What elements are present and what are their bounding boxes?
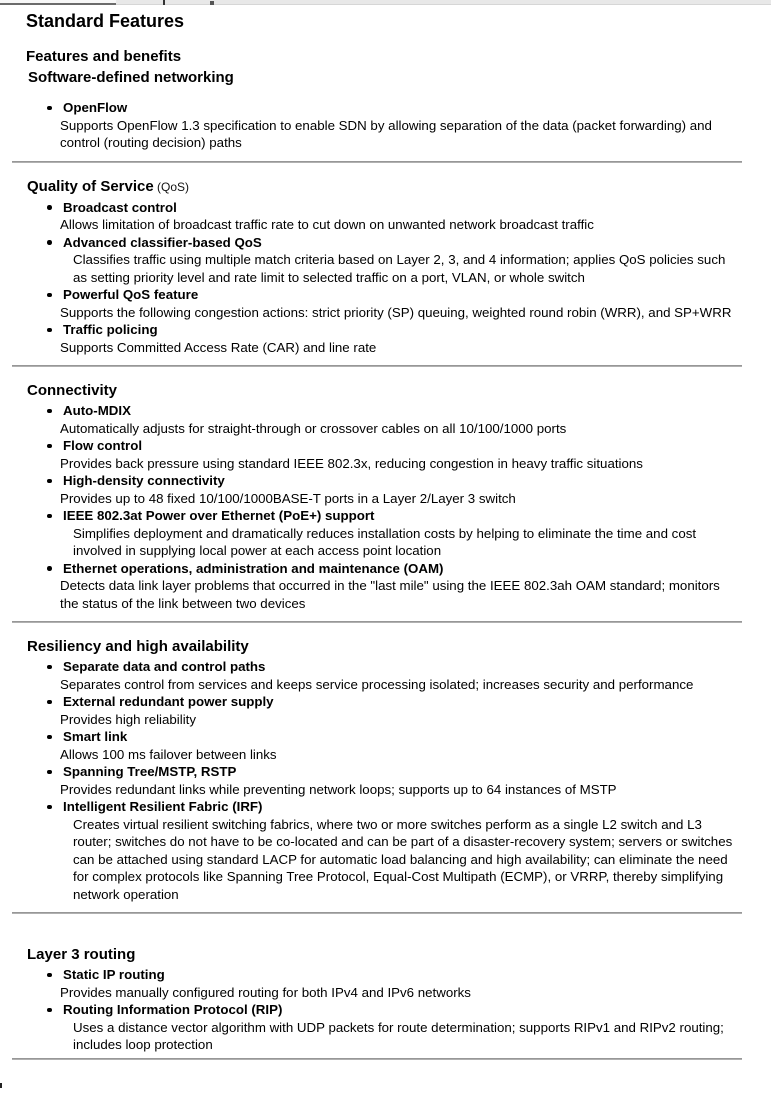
feature-title: Auto-MDIX [63,403,131,418]
feature-list [0,966,771,1054]
section-heading-text: Layer 3 routing [27,946,136,963]
section-heading-suffix: (QoS) [153,179,190,194]
feature-item [0,728,771,763]
section-divider [12,621,742,623]
feature-item [0,199,771,234]
feature-list [0,199,771,357]
feature-item [0,321,771,356]
feature-title: Static IP routing [63,967,165,982]
feature-description: Provides high reliability [60,711,196,727]
feature-description: Provides redundant links while preventing network loops; supports up to 64 instances of MSTP [60,781,617,797]
feature-title: OpenFlow [63,100,128,115]
feature-sections-container [0,68,771,1060]
feature-description: Uses a distance vector algorithm with UDP packets for route determination; supports RIPv1 and RIPv2 routing; includes loop protection [73,1019,724,1052]
feature-title: Spanning Tree/MSTP, RSTP [63,764,237,779]
feature-list [0,658,771,903]
feature-description: Automatically adjusts for straight-through or crossover cables on all 10/100/1000 ports [60,420,567,436]
cropped-text-remnant [163,0,165,5]
section-heading-text: Resiliency and high availability [27,638,249,655]
section-heading [27,177,771,197]
section-divider [12,912,742,914]
feature-item [0,798,771,903]
section-heading [28,68,771,87]
feature-section [0,637,771,914]
feature-section [0,381,771,623]
feature-list [0,402,771,612]
feature-description: Supports the following congestion actions: strict priority (SP) queuing, weighted round robin (WRR), and SP+WRR [60,304,732,320]
feature-description: Provides up to 48 fixed 10/100/1000BASE-T ports in a Layer 2/Layer 3 switch [60,490,516,506]
feature-description: Allows limitation of broadcast traffic rate to cut down on unwanted network broadcast traffic [60,217,594,232]
feature-title: Intelligent Resilient Fabric (IRF) [63,799,263,814]
feature-section [0,945,771,1060]
cropped-text-remnant [210,1,214,5]
feature-description: Provides back pressure using standard IEEE 802.3x, reducing congestion in heavy traffic situations [60,455,643,471]
feature-item [0,234,771,287]
feature-title: Smart link [63,729,128,744]
section-heading [27,945,771,964]
feature-description: Supports OpenFlow 1.3 specification to enable SDN by allowing separation of the data (packet forwarding) and control (routing decision) paths [60,117,712,150]
cropped-tab-fragment [0,0,116,5]
feature-description: Detects data link layer problems that occurred in the "last mile" using the IEEE 802.3ah OAM standard; monitors the status of the link between two devices [60,578,720,611]
feature-title: Advanced classifier-based QoS [63,234,262,250]
feature-title: External redundant power supply [63,694,274,709]
section-divider [12,161,742,163]
feature-title: High-density connectivity [63,473,225,488]
feature-item [0,1001,771,1054]
feature-item [0,507,771,560]
feature-item [0,99,771,152]
feature-item [0,763,771,798]
feature-title: Powerful QoS feature [63,287,199,302]
feature-description: Classifies traffic using multiple match criteria based on Layer 2, 3, and 4 information; applies QoS policies such as setting priority level and rate limit to selected traffic on a port, VLAN, or whole switch [73,252,726,285]
feature-item [0,966,771,1001]
stray-pixel-mark [0,1083,2,1088]
feature-description: Supports Committed Access Rate (CAR) and line rate [60,339,377,355]
feature-title: Broadcast control [63,199,177,215]
section-heading-text: Software-defined networking [28,69,234,86]
feature-description: Simplifies deployment and dramatically reduces installation costs by helping to eliminate the time and cost involved in supplying local power at each access point location [73,525,697,558]
feature-description: Provides manually configured routing for both IPv4 and IPv6 networks [60,984,471,1000]
section-heading [27,637,771,656]
feature-title: IEEE 802.3at Power over Ethernet (PoE+) support [63,508,375,523]
feature-item [0,286,771,321]
section-heading-text: Connectivity [27,382,118,399]
feature-item [0,693,771,728]
section-heading [27,381,771,400]
cropped-bar-fragment [116,0,771,5]
feature-title: Flow control [63,438,143,453]
feature-item [0,437,771,472]
feature-title: Routing Information Protocol (RIP) [63,1002,283,1017]
feature-title: Ethernet operations, administration and maintenance (OAM) [63,560,444,576]
feature-item [0,472,771,507]
feature-section [0,177,771,368]
features-and-benefits-heading: Features and benefits [26,48,182,65]
feature-title: Traffic policing [63,322,158,337]
feature-description: Separates control from services and keeps service processing isolated; increases security and performance [60,676,694,692]
top-cropped-ui-strip [0,0,771,6]
feature-section [0,68,771,163]
feature-title: Separate data and control paths [63,659,266,674]
feature-item [0,658,771,693]
page-title: Standard Features [26,11,185,31]
feature-description: Creates virtual resilient switching fabrics, where two or more switches perform as a single L2 switch and L3 router; switches do not have to be co-located and can be part of a disaster-recovery system; servers or switches can be attached using standard LACP for automatic load balancing and high availability; can eliminate the need for complex protocols like Spanning Tree Protocol, Equal-Cost Multipath (ECMP), or VRRP, thereby simplifying network operation [73,816,733,902]
feature-item [0,560,771,613]
section-divider [12,365,742,367]
section-divider [12,1058,742,1060]
feature-item [0,402,771,437]
section-heading-text: Quality of Service [27,177,154,195]
feature-description: Allows 100 ms failover between links [60,746,277,762]
feature-list [0,99,771,152]
